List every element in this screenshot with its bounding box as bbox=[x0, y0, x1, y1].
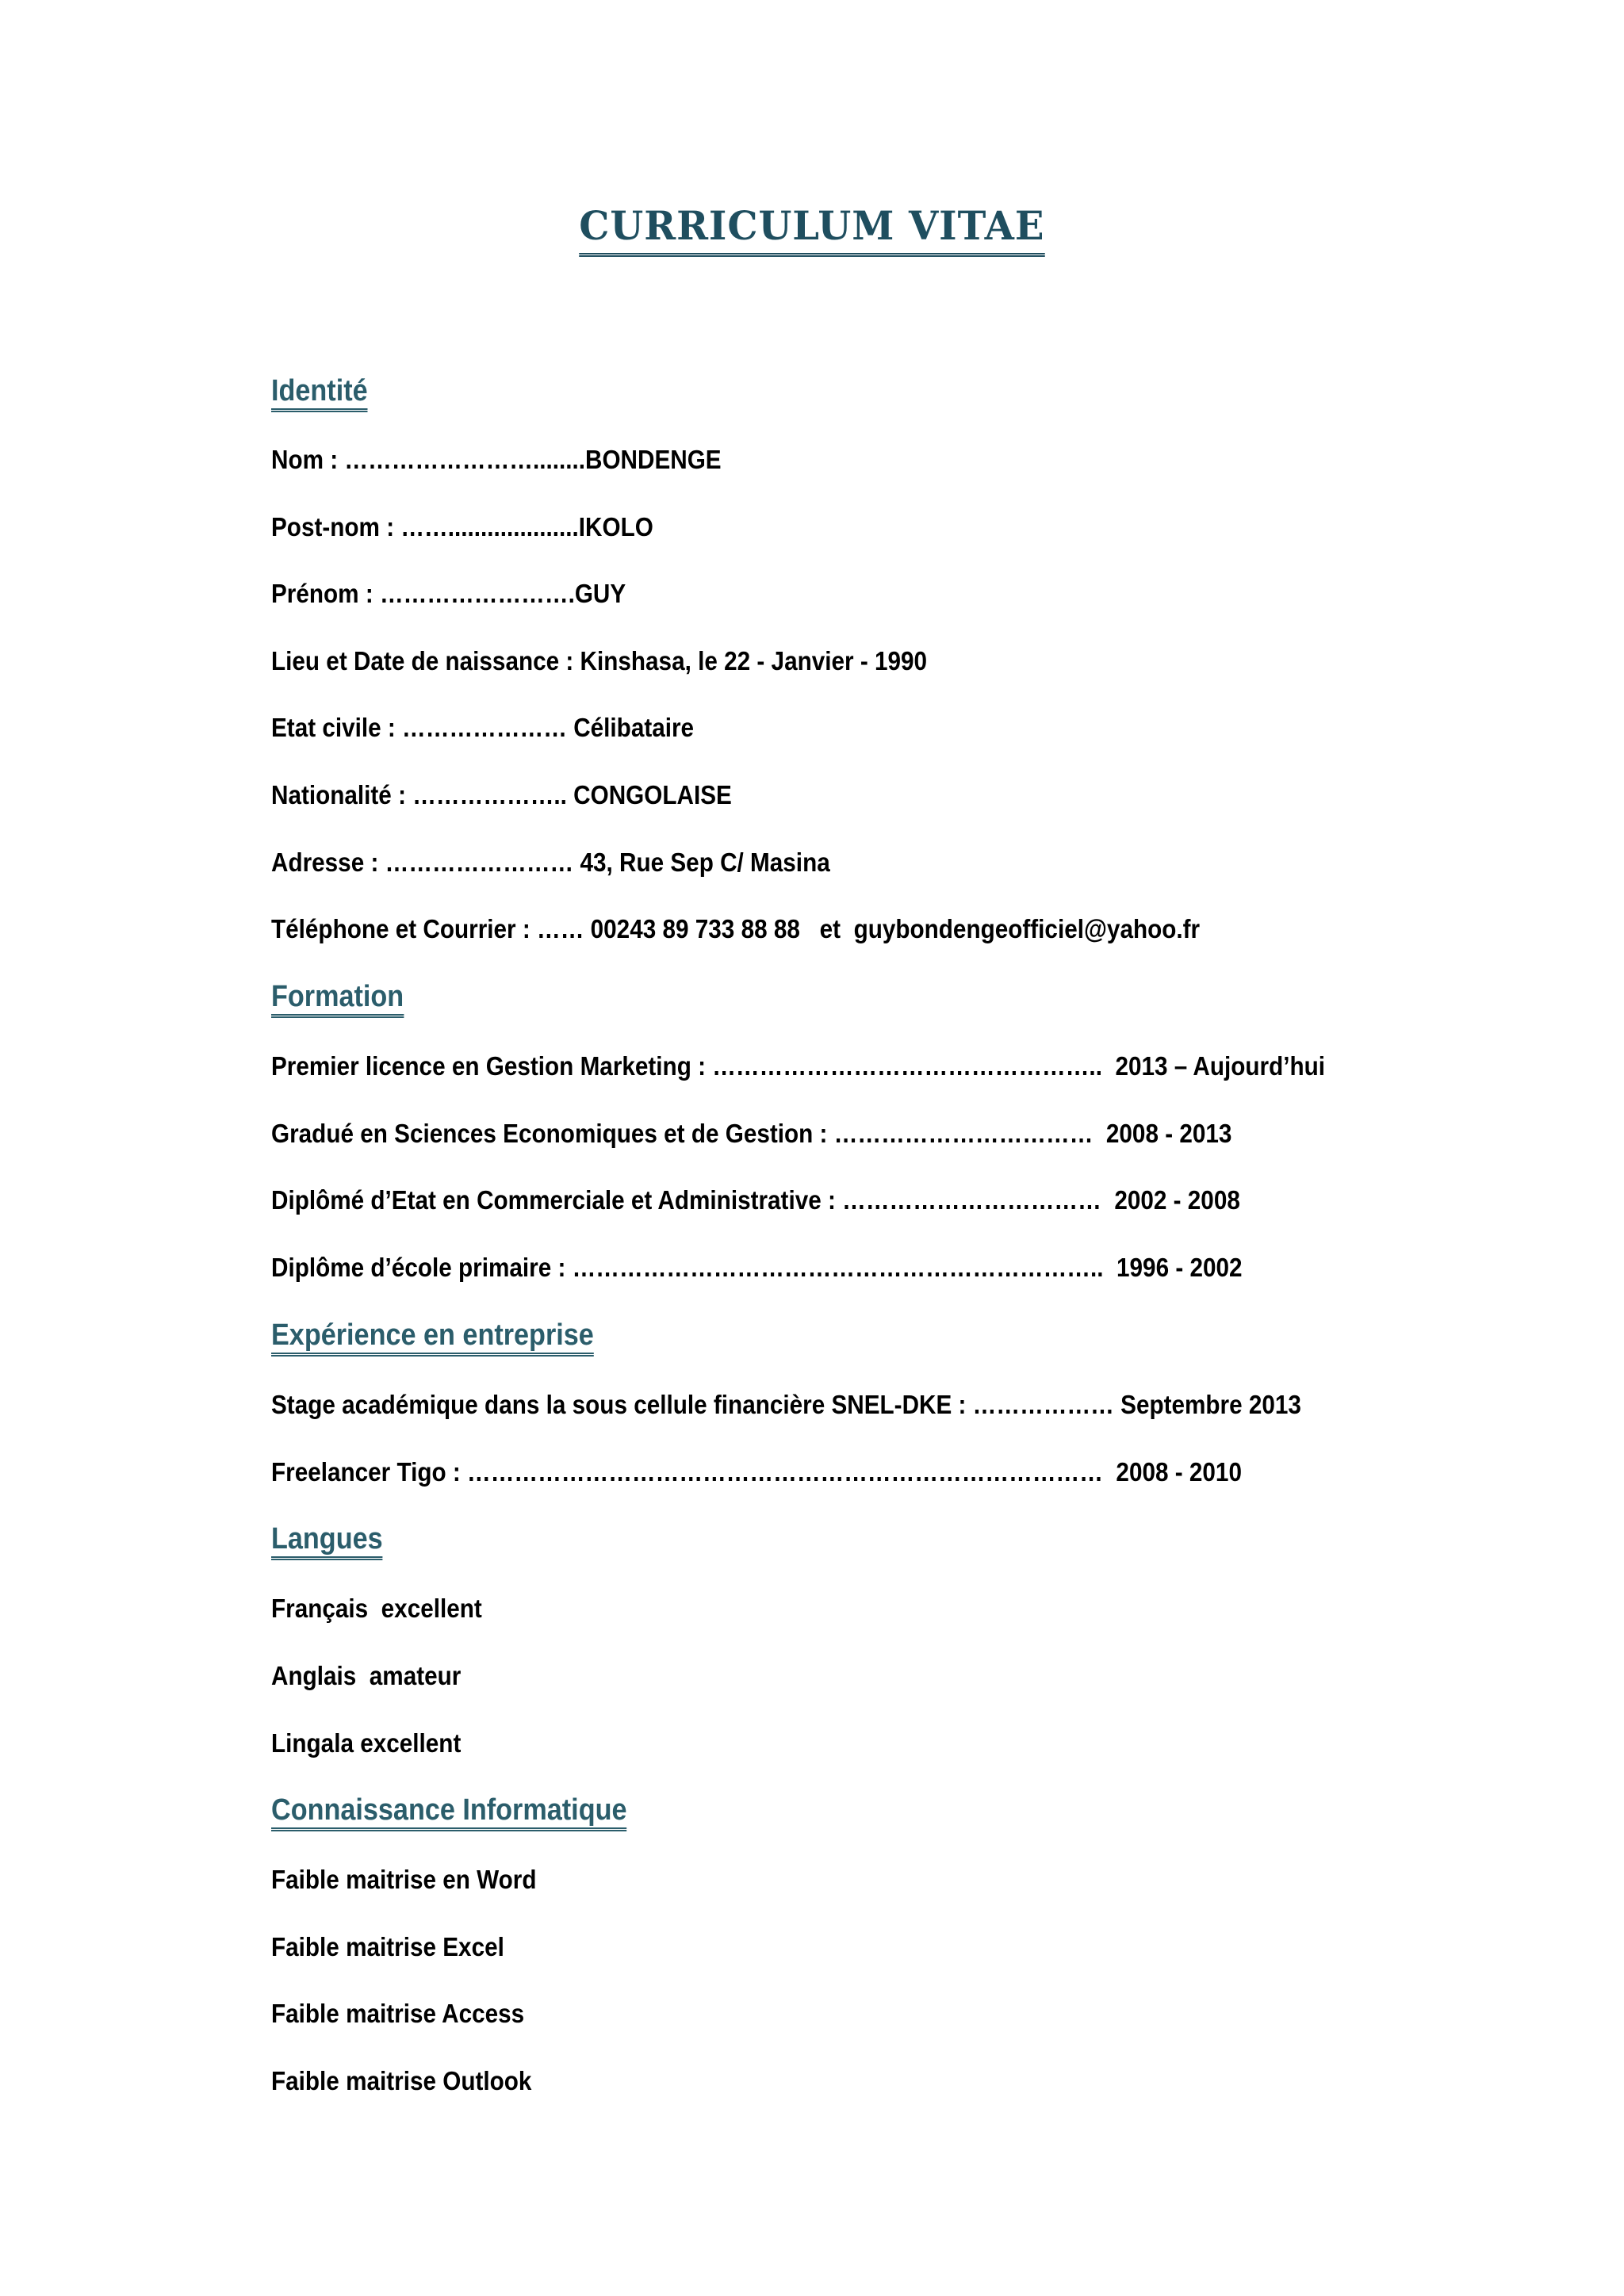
field-nom: Nom : ……………………........BONDENGE bbox=[271, 445, 722, 474]
section-heading-formation: Formation bbox=[271, 978, 404, 1015]
experience-item: Freelancer Tigo : ……………………………………………………………………… 2008 - 2010 bbox=[271, 1457, 1242, 1487]
formation-item: Diplôme d’école primaire : ………………………………………………………….. 1996 - 2002 bbox=[271, 1253, 1243, 1282]
section-heading-langues: Langues bbox=[271, 1521, 383, 1557]
cv-title: CURRICULUM VITAE bbox=[0, 202, 1624, 257]
informatique-item: Faible maitrise Outlook bbox=[271, 2066, 532, 2095]
section-heading-experience: Expérience en entreprise bbox=[271, 1317, 594, 1353]
formation-item: Gradué en Sciences Economiques et de Gestion : …………………………… 2008 - 2013 bbox=[271, 1119, 1232, 1148]
informatique-item: Faible maitrise Excel bbox=[271, 1932, 504, 1961]
field-post-nom: Post-nom : ……....................IKOLO bbox=[271, 512, 653, 541]
section-heading-identite: Identité bbox=[271, 373, 368, 409]
field-prenom: Prénom : …………………….GUY bbox=[271, 579, 626, 608]
langue-item: Français excellent bbox=[271, 1594, 482, 1623]
experience-item: Stage académique dans la sous cellule financière SNEL-DKE : ……………… Septembre 2013 bbox=[271, 1390, 1301, 1419]
formation-item: Diplômé d’Etat en Commerciale et Administrative : …………………………… 2002 - 2008 bbox=[271, 1185, 1240, 1215]
field-nationalite: Nationalité : ……………….. CONGOLAISE bbox=[271, 780, 732, 809]
langue-item: Anglais amateur bbox=[271, 1661, 462, 1690]
field-telephone-courrier: Téléphone et Courrier : …… 00243 89 733 88 88 et guybondengeofficiel@yahoo.fr bbox=[271, 914, 1201, 943]
field-adresse: Adresse : …………………… 43, Rue Sep C/ Masina bbox=[271, 848, 830, 877]
field-etat-civile: Etat civile : ………………… Célibataire bbox=[271, 713, 695, 742]
langue-item: Lingala excellent bbox=[271, 1728, 462, 1758]
field-lieu-date-naissance: Lieu et Date de naissance : Kinshasa, le 22 - Janvier - 1990 bbox=[271, 646, 928, 675]
formation-item: Premier licence en Gestion Marketing : ………………………………………….. 2013 – Aujourd’hui bbox=[271, 1051, 1326, 1081]
informatique-item: Faible maitrise en Word bbox=[271, 1865, 537, 1894]
informatique-item: Faible maitrise Access bbox=[271, 1999, 525, 2028]
section-heading-informatique: Connaissance Informatique bbox=[271, 1792, 626, 1828]
